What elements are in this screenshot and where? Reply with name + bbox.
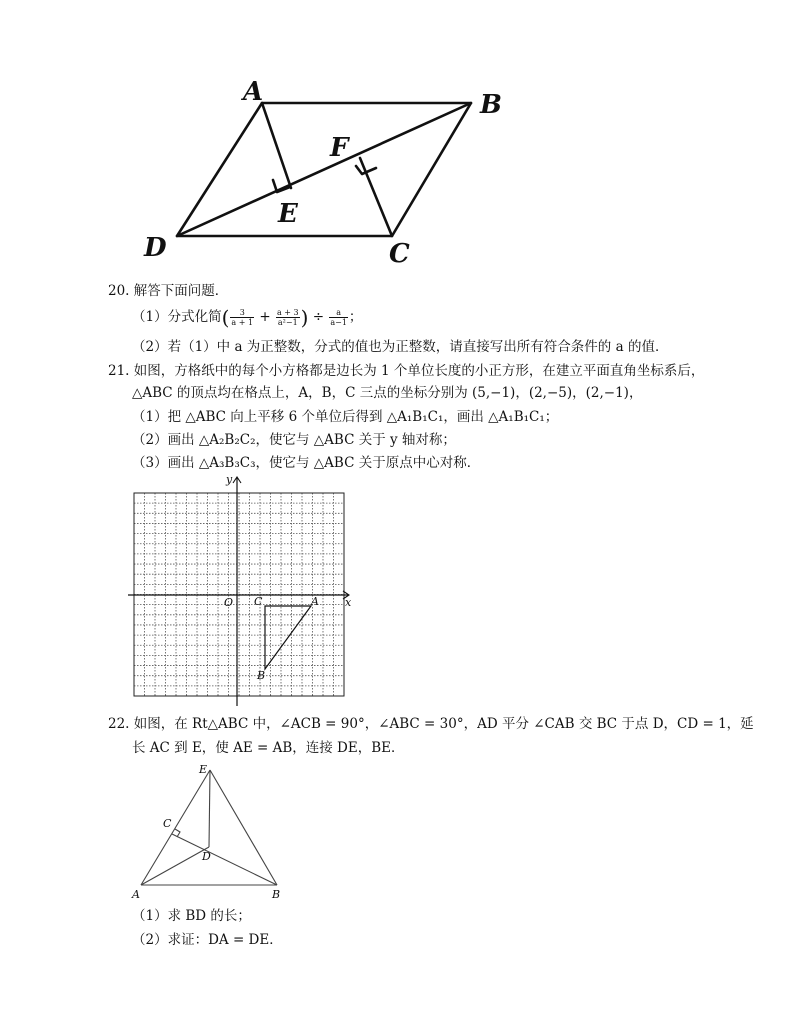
tri-label-e: E [199,763,208,776]
label-c: C [389,239,410,269]
frac-3-den: a−1 [330,318,347,327]
diagonal-db [177,103,471,236]
q22-part2: （2）求证：DA = DE． [132,932,283,948]
grid-label-c: C [254,595,263,608]
segment-ed [209,770,210,847]
q20-part1-prefix: （1）分式化简 [132,309,222,325]
parallelogram-figure [130,70,530,270]
triangle-figure [125,758,295,903]
label-b: B [480,90,502,120]
div-sign: ÷ [312,309,325,325]
q22-line1: 22. 如图，在 Rt△ABC 中，∠ACB = 90°，∠ABC = 30°，AD 平分 ∠CAB 交 BC 于点 D，CD = 1，延 [108,716,754,732]
frac-3-num: a [329,308,348,318]
segment-ae [141,770,210,885]
frac-2 [276,308,300,327]
segment-cf [360,158,392,236]
tri-label-c: C [163,817,172,830]
frac-1 [230,308,254,327]
triangle-abc [265,606,311,669]
grid-label-b: B [257,669,266,682]
grid-label-y: y [226,473,233,486]
label-d: D [144,233,167,263]
q21-part3: （3）画出 △A₃B₃C₃，使它与 △ABC 关于原点中心对称． [132,455,481,471]
frac-2-den: a²−1 [277,318,298,327]
label-a: A [243,77,264,107]
coordinate-grid-figure [120,470,360,740]
segment-be [210,770,277,885]
frac-1-num: 3 [230,308,254,318]
grid-label-x: x [345,596,352,609]
tri-label-a: A [132,888,140,901]
q22-part1: （1）求 BD 的长； [132,908,251,924]
label-e: E [278,199,298,229]
segment-ad [141,847,209,885]
label-f: F [330,133,349,163]
frac-1-den: a + 1 [231,318,254,327]
paren-open: ( [221,305,230,330]
q21-line1: 21. 如图，方格纸中的每个小方格都是边长为 1 个单位长度的小正方形，在建立平面直角坐标系后， [108,363,705,379]
tri-label-d: D [202,850,211,863]
q20-part1: （1）分式化简( $\frac{3}{a + 1}$ + $\frac{a + 3}{\text{a²−1}}$ ) ÷ $\frac{a}{a-1}$ ； [132,305,363,330]
q20-part2: （2）若（1）中 a 为正整数，分式的值也为正整数，请直接写出所有符合条件的 a 的值． [132,339,669,355]
q20-part1-suffix: ； [348,309,363,325]
paren-close: ) [300,305,309,330]
q20-title: 20. 解答下面问题． [108,283,229,299]
frac-3 [329,308,348,327]
q21-part2: （2）画出 △A₂B₂C₂，使它与 △ABC 关于 y 轴对称； [132,432,456,448]
q21-part1: （1）把 △ABC 向上平移 6 个单位后得到 △A₁B₁C₁，画出 △A₁B₁C₁； [132,409,559,425]
grid-label-o: O [224,596,234,609]
segment-ae [262,103,291,188]
tri-label-b: B [272,888,281,901]
frac-2-num: a + 3 [276,308,299,317]
q22-line2: 长 AC 到 E，使 AE = AB，连接 DE，BE． [132,740,405,756]
grid-label-a: A [311,595,319,608]
q21-line2: △ABC 的顶点均在格点上，A，B，C 三点的坐标分别为 (5,−1)，(2,−5)，(2,−1)， [132,385,643,401]
